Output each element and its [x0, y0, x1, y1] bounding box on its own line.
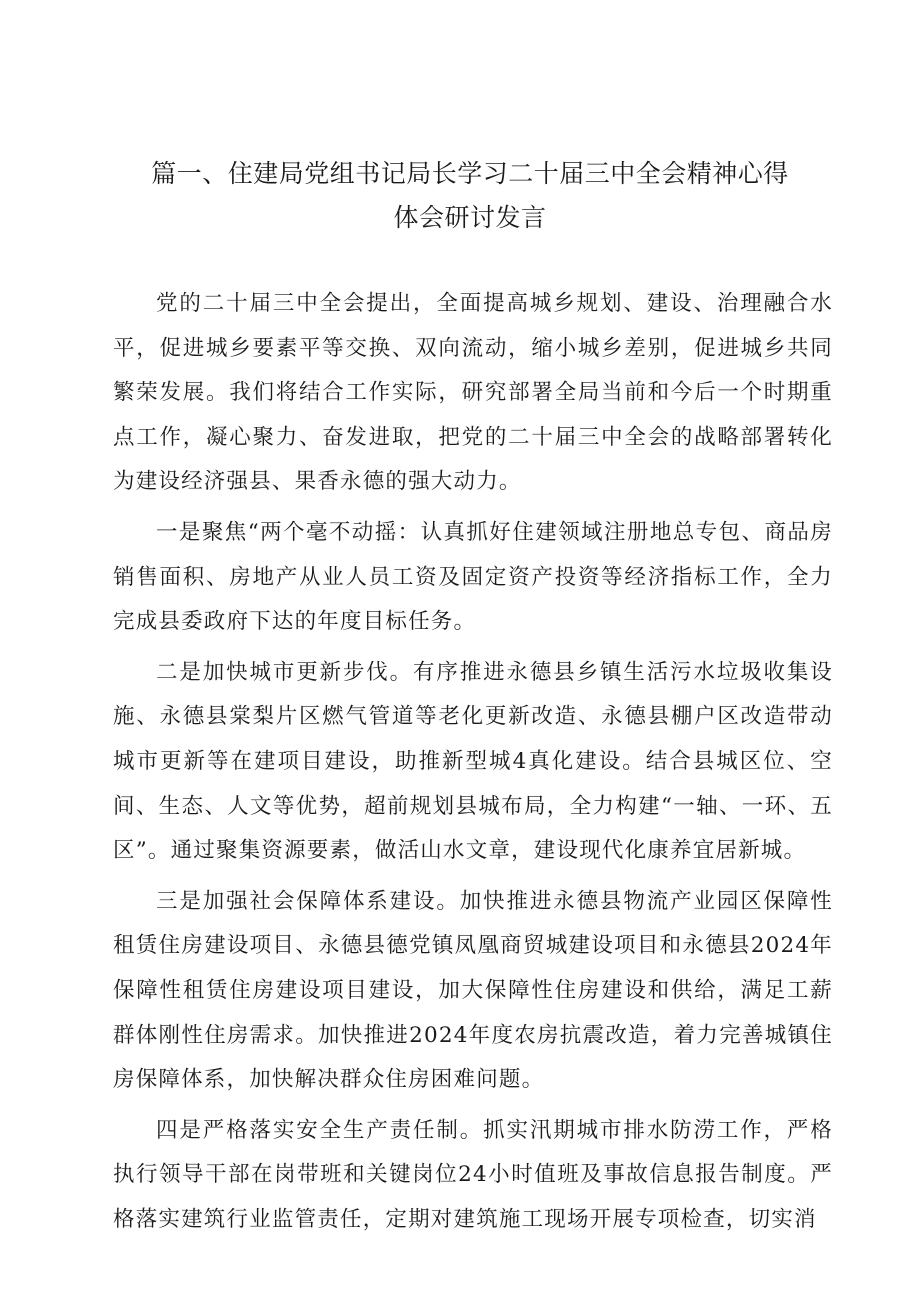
paragraph-point-3: 三是加强社会保障体系建设。加快推进永德县物流产业园区保障性租赁住房建设项目、永德县德党镇凤凰商贸城建设项目和永德县2024年保障性租赁住房建设项目建设，加大保障性住房建设和供给，满足工薪群体刚性住房需求。加快推进2024年度农房抗震改造，着力完善城镇住房保障体系，加快解决群众住房困难问题。: [113, 888, 833, 1093]
paragraph-point-1: 一是聚焦“两个毫不动摇：认真抓好住建领域注册地总专包、商品房销售面积、房地产从业人员工资及固定资产投资等经济指标工作，全力完成县委政府下达的年度目标任务。: [113, 519, 833, 635]
title-line-1: 篇一、住建局党组书记局长学习二十届三中全会精神心得: [151, 159, 789, 188]
paragraph-intro: 党的二十届三中全会提出，全面提高城乡规划、建设、治理融合水平，促进城乡要素平等交换、双向流动，缩小城乡差别，促进城乡共同繁荣发展。我们将结合工作实际，研究部署全局当前和今后一个时期重点工作，凝心聚力、奋发进取，把党的二十届三中全会的战略部署转化为建设经济强县、果香永德的强大动力。: [113, 291, 833, 495]
document-body: [113, 282, 833, 1248]
paragraph-point-2: 二是加快城市更新步伐。有序推进永德县乡镇生活污水垃圾收集设施、永德县棠梨片区燃气管道等老化更新改造、永德县棚户区改造带动城市更新等在建项目建设，助推新型城4真化建设。结合县城区位、空间、生态、人文等优势，超前规划县城布局，全力构建“一轴、一环、五区”。通过聚集资源要素，做活山水文章，建设现代化康养宜居新城。: [113, 659, 833, 864]
title-line-2: 体会研讨发言: [393, 203, 547, 232]
document-title: [110, 152, 830, 240]
paragraph-point-4: 四是严格落实安全生产责任制。抓实汛期城市排水防涝工作，严格执行领导干部在岗带班和关键岗位24小时值班及事故信息报告制度。严格落实建筑行业监管责任，定期对建筑施工现场开展专项检查，切实消: [113, 1117, 833, 1232]
